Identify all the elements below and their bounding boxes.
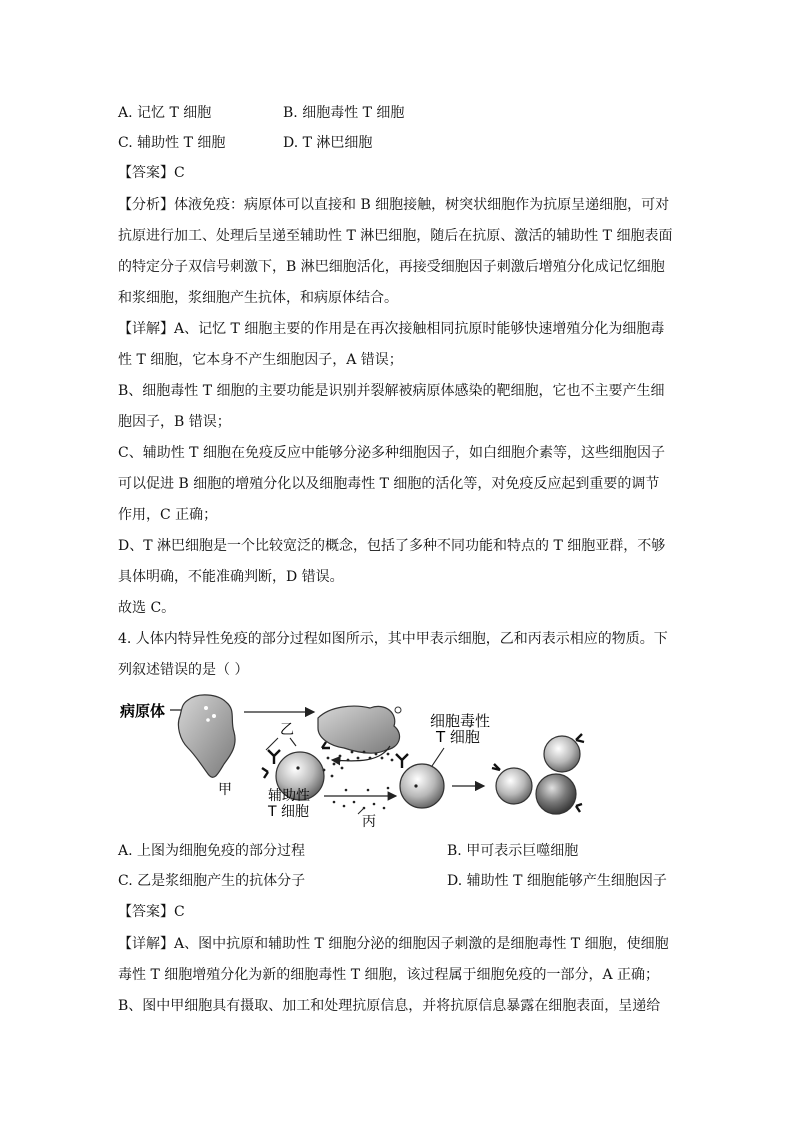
antigen-dot: [204, 706, 208, 710]
clone-cell: [544, 736, 580, 772]
q3-detail-line: 故选 C。: [118, 600, 176, 616]
q3-answer: 【答案】C: [118, 165, 185, 181]
q4-stem-line: 4. 人体内特异性免疫的部分过程如图所示，其中甲表示细胞，乙和丙表示相应的物质。下: [118, 631, 668, 647]
cytotoxic-label-line1: 细胞毒性: [430, 712, 491, 730]
q4-option-a: A. 上图为细胞免疫的部分过程: [118, 843, 306, 859]
cytotoxic-t-cell: [400, 764, 444, 808]
yi-label: 乙: [280, 722, 294, 738]
q4-stem-line: 列叙述错误的是（ ）: [118, 662, 249, 678]
q4-answer: 【答案】C: [118, 904, 185, 920]
q3-detail-line: 可以促进 B 细胞的增殖分化以及细胞毒性 T 细胞的活化等，对免疫反应起到重要的调节: [118, 476, 660, 492]
immune-process-diagram: [118, 690, 678, 830]
q3-option-d: D. T 淋巴细胞: [283, 135, 373, 151]
q3-detail-line: 具体明确，不能准确判断，D 错误。: [118, 569, 344, 585]
bing-dots: [333, 787, 390, 810]
receptor-icon: [268, 750, 280, 764]
cytotoxic-label-line2: T 细胞: [436, 728, 480, 746]
cell-jia-label: 甲: [218, 782, 232, 798]
q3-detail-line: D、T 淋巴细胞是一个比较宽泛的概念，包括了多种不同功能和特点的 T 细胞亚群，不够: [118, 538, 666, 554]
clone-cell-dark: [536, 774, 576, 814]
q3-detail-line: 胞因子，B 错误；: [118, 414, 231, 430]
helper-label-line1: 辅助性: [268, 788, 310, 804]
q3-option-b: B. 细胞毒性 T 细胞: [283, 105, 405, 121]
apc-cell: [318, 706, 400, 753]
cytotoxic-leader-line: [432, 748, 444, 766]
antigen-dot: [206, 718, 210, 722]
helper-label-line2: T 细胞: [268, 804, 310, 820]
q3-analysis-line: 【分析】体液免疫：病原体可以直接和 B 细胞接触，树突状细胞作为抗原呈递细胞，可对: [118, 197, 670, 213]
clone-cell: [496, 768, 532, 804]
q3-analysis-line: 的特定分子双信号刺激下，B 淋巴细胞活化，再接受细胞因子刺激后增殖分化成记忆细胞: [118, 259, 665, 275]
cell-dot: [414, 784, 417, 787]
q3-option-a: A. 记忆 T 细胞: [118, 105, 212, 121]
q4-detail-line: 毒性 T 细胞增殖分化为新的细胞毒性 T 细胞，该过程属于细胞免疫的一部分，A 正确；: [118, 967, 660, 983]
q3-analysis-line: 和浆细胞，浆细胞产生抗体，和病原体结合。: [118, 290, 398, 306]
q4-option-d: D. 辅助性 T 细胞能够产生细胞因子: [447, 873, 667, 889]
q3-option-c: C. 辅助性 T 细胞: [118, 135, 226, 151]
receptor-icon: [396, 754, 408, 768]
q4-option-c: C. 乙是浆细胞产生的抗体分子: [118, 873, 306, 889]
q3-detail-line: 【详解】A、记忆 T 细胞主要的作用是在再次接触相同抗原时能够快速增殖分化为细胞毒: [118, 321, 665, 337]
q3-detail-line: 作用，C 正确；: [118, 507, 218, 523]
receptor-icon: [262, 768, 268, 778]
q4-detail-line: 【详解】A、图中抗原和辅助性 T 细胞分泌的细胞因子刺激的是细胞毒性 T 细胞，使细胞: [118, 936, 669, 952]
antigen-marker: [395, 707, 401, 713]
q3-detail-line: 性 T 细胞，它本身不产生细胞因子，A 错误；: [118, 352, 403, 368]
bing-label: 丙: [362, 814, 376, 830]
yi-leader-line: [266, 738, 278, 750]
q3-analysis-line: 抗原进行加工、处理后呈递至辅助性 T 淋巴细胞，随后在抗原、激活的辅助性 T 细胞表面: [118, 228, 673, 244]
receptor-icon: [492, 764, 500, 770]
receptor-icon: [576, 804, 582, 812]
yi-leader-line: [290, 738, 296, 746]
pathogen-label: 病原体: [120, 702, 166, 720]
receptor-icon: [576, 734, 584, 742]
q3-detail-line: C、辅助性 T 细胞在免疫反应中能够分泌多种细胞因子，如白细胞介素等，这些细胞因子: [118, 445, 665, 461]
q3-detail-line: B、细胞毒性 T 细胞的主要功能是识别并裂解被病原体感染的靶细胞，它也不主要产生细: [118, 383, 665, 399]
q4-detail-line: B、图中甲细胞具有摄取、加工和处理抗原信息，并将抗原信息暴露在细胞表面，呈递给: [118, 998, 661, 1014]
q4-option-b: B. 甲可表示巨噬细胞: [447, 843, 579, 859]
antigen-dot: [212, 714, 216, 718]
